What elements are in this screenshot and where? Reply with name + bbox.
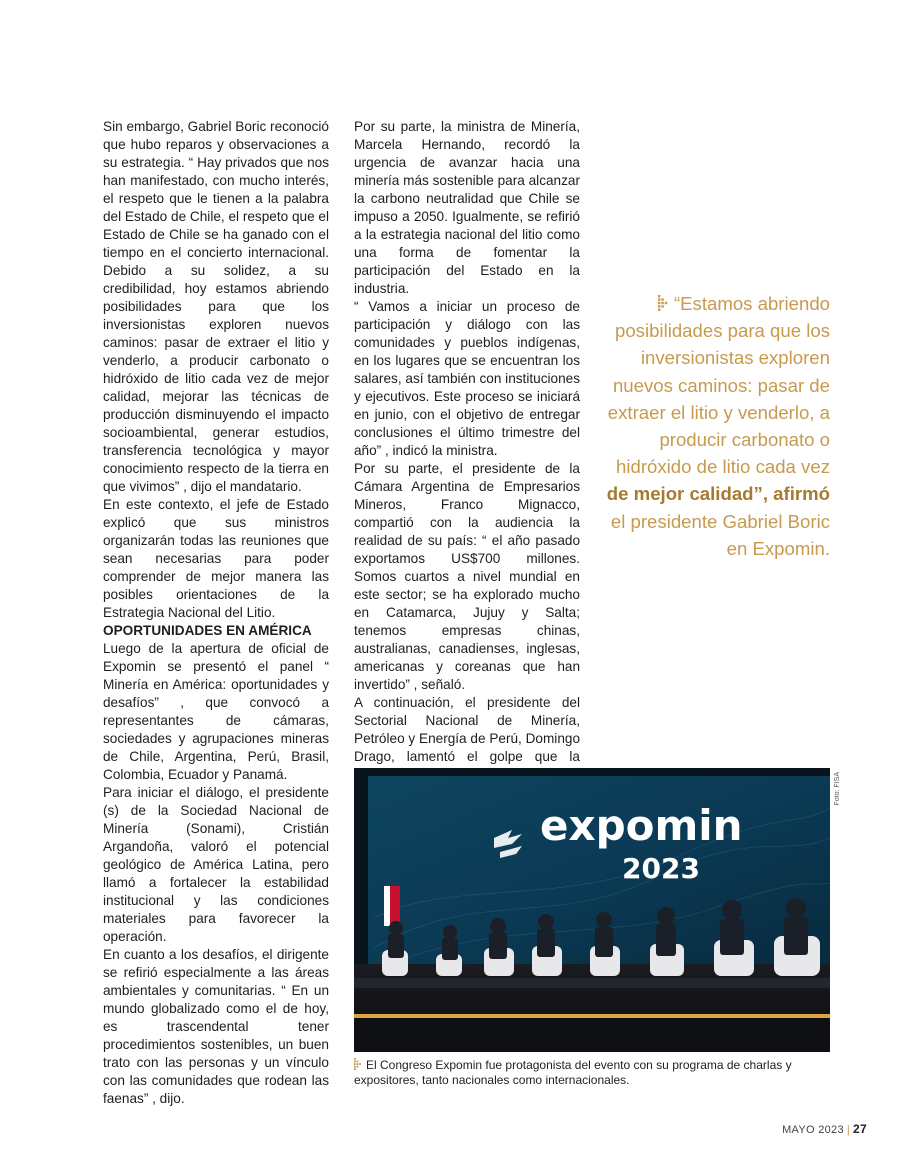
paragraph: Por su parte, el presidente de la Cámara Argentina de Empresarios Mineros, Franco Mignacco, compartió con la audiencia la realidad de su país: “ el año pasado exportamos US$700 millones. Somos cuartos a nivel mundial en este sector; se ha explorado mucho en Catamarca, Jujuy y Salta; tenemos empresas chinas, australianas, canadienses, inglesas, americanas y coreanas que han invertido” , señaló.	[354, 461, 580, 692]
paragraph: En cuanto a los desafíos, el dirigente se refirió especialmente a las áreas ambientales y comunitarias. “ En un mundo globalizado como el de hoy, es trascendental tener procedimientos sostenibles, un buen trato con las personas y un vínculo con las comunidades que rodean las faenas” , dijo.	[103, 947, 329, 1106]
caption-text: El Congreso Expomin fue protagonista del evento con su programa de charlas y expositores, tanto nacionales como internacionales.	[354, 1058, 792, 1087]
screen-brand-text: expomin	[540, 801, 743, 850]
pull-quote	[600, 290, 830, 562]
page-number: 27	[853, 1122, 867, 1136]
paragraph: Luego de la apertura de oficial de Expomin se presentó el panel “ Minería en América: oportunidades y desafíos” , que convocó a representantes de cámaras, sociedades y agrupaciones mineras de Chile, Argentina, Perú, Brasil, Colombia, Ecuador y Panamá.	[103, 641, 329, 782]
paragraph: “ Vamos a iniciar un proceso de participación y diálogo con las comunidades y pueblos indígenas, en los lugares que se encuentran los salares, así también con instituciones y ejecutivos. Este proceso se iniciará en junio, con el objetivo de entregar conclusiones el último trimestre del año” , indicó la ministra.	[354, 299, 580, 458]
quote-dots-icon	[658, 295, 670, 311]
paragraph: Sin embargo, Gabriel Boric reconoció que hubo reparos y observaciones a su estrategia. “ Hay privados que nos han manifestado, con mucho interés, el respeto que le tienen a la palabra del Estado de Chile, el respeto que el Estado de Chile se ha ganado con el tiempo en el concierto internacional. Debido a su solidez, a su credibilidad, hoy estamos abriendo posibilidades para que los inversionistas exploren nuevos caminos: pasar de extraer el litio y venderlo, a producir carbonato o hidróxido de litio cada vez de mejor calidad, mejorar las técnicas de producción disminuyendo el impacto socioambiental, generar estudios, transferencia tecnológica y mayor conocimiento respecto de la tierra en que vivimos” , dijo el mandatario.	[103, 119, 329, 494]
article-column-1	[103, 118, 329, 1108]
pull-quote-text: “Estamos abriendo posibilidades para que los inversionistas exploren nuevos caminos: pasar de extraer el litio y venderlo, a producir carbonato o hidróxido de litio cada vez	[607, 293, 830, 478]
paragraph: Por su parte, la ministra de Minería, Marcela Hernando, recordó la urgencia de avanzar hacia una minería más sostenible para alcanzar la carbono neutralidad que Chile se impuso a 2050. Igualmente, se refirió a la estrategia nacional del litio como una forma de fomentar la participación del Estado en la industria.	[354, 119, 580, 296]
caption-dots-icon	[354, 1058, 363, 1070]
section-subhead: OPORTUNIDADES EN AMÉRICA	[103, 623, 312, 638]
issue-date: MAYO 2023	[782, 1124, 844, 1136]
pull-quote-bold: de mejor calidad”, afirmó	[606, 483, 830, 505]
footer-separator: |	[846, 1124, 851, 1136]
photo-caption	[354, 1058, 832, 1087]
pull-quote-tail: el presidente Gabriel Boric en Expomin.	[610, 510, 830, 559]
photo-credit: Foto: FISA	[834, 772, 841, 806]
paragraph: A continuación, el presidente del Sectorial Nacional de Minería, Petróleo y Energía de Perú, Domingo Drago, lamentó el golpe que la	[354, 695, 580, 764]
page-footer	[782, 1122, 867, 1136]
paragraph: Para iniciar el diálogo, el presidente (s) de la Sociedad Nacional de Minería (Sonami), Cristián Argandoña, valoró el potencial geológico de América Latina, pero llamó a fortalecer la estabilidad institucional y las condiciones materiales para favorecer la operación.	[103, 785, 329, 944]
paragraph: En este contexto, el jefe de Estado explicó que sus ministros organizarán todas las reuniones que sean necesarias para poder comprender de mejor manera las posibles orientaciones de la Estrategia Nacional del Litio.	[103, 497, 329, 620]
stage-illustration	[354, 768, 830, 1052]
article-column-2	[354, 118, 580, 784]
event-photo	[354, 768, 830, 1052]
screen-year-text: 2023	[622, 852, 700, 885]
